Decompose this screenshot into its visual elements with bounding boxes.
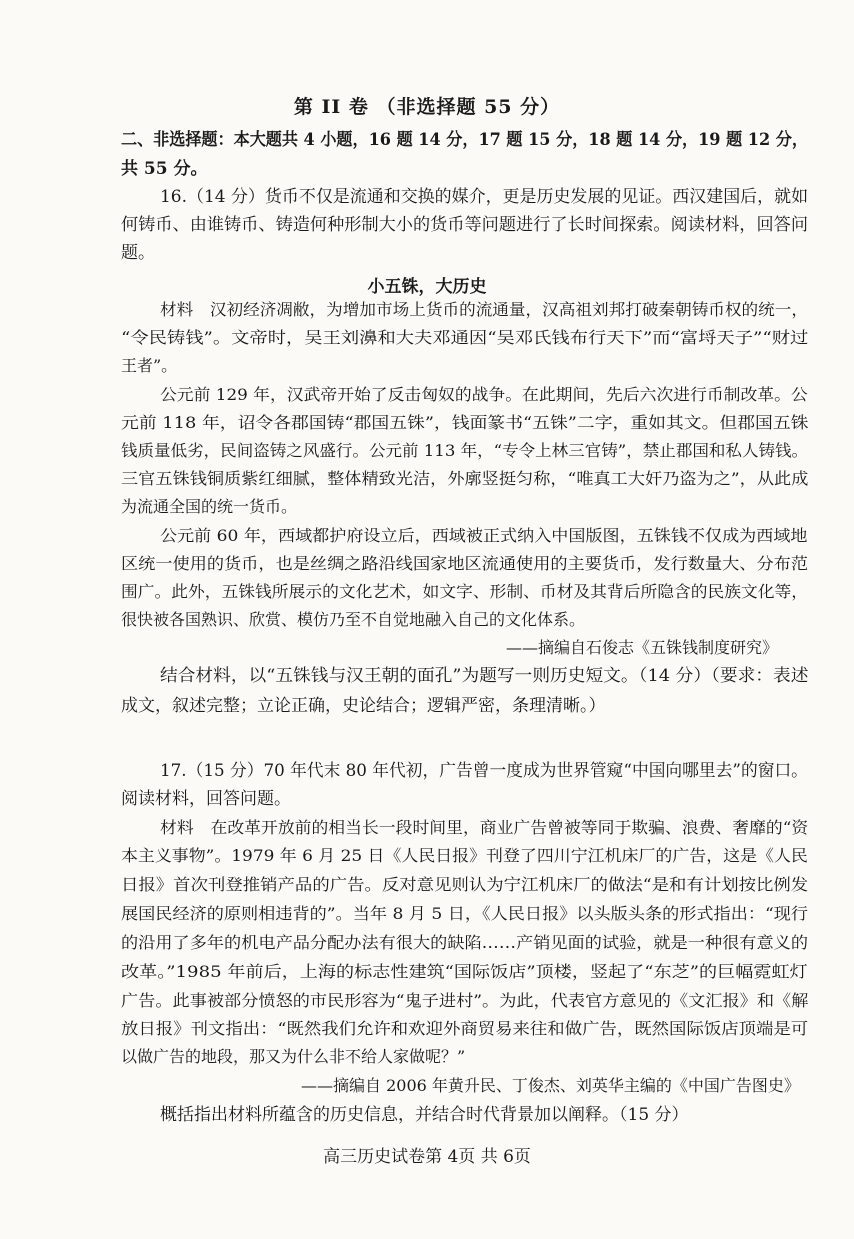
q16-material-title: 小五铢，大历史 <box>367 277 487 297</box>
q16-material-line: 很快被各国熟识、欣赏、模仿乃至不自觉地融入自己的文化体系。 <box>121 610 586 629</box>
q16-material-line: 材料 汉初经济凋敝，为增加市场上货币的流通量，汉高祖刘邦打破秦朝铸币权的统一， <box>160 300 809 319</box>
q17-material-line: 广告。此事被部分愤怒的市民形容为“鬼子进村”。为此，代表官方意见的《文汇报》和《解 <box>121 991 809 1010</box>
q17-material-line: 展国民经济的原则相违背的”。当年 8 月 5 日，《人民日报》以头版头条的形式指出：“现行 <box>121 904 809 923</box>
q17-material-line: 日报》首次刊登推销产品的广告。反对意见则认为宁江机床厂的做法“是和有计划按比例发 <box>121 875 809 894</box>
q16-material-line: 区统一使用的货币，也是丝绸之路沿线国家地区流通使用的主要货币，发行数量大、分布范 <box>121 554 809 573</box>
q16-material-line: 为流通全国的统一货币。 <box>121 497 298 516</box>
q17-material-line: 放日报》刊文指出：“既然我们允许和欢迎外商贸易来往和做广告，既然国际饭店顶端是可 <box>121 1019 809 1038</box>
q17-material-source: ——摘编自 2006 年黄升民、丁俊杰、刘英华主编的《中国广告图史》 <box>301 1076 800 1095</box>
section-instruction-line: 共 55 分。 <box>121 159 208 179</box>
q17-material-line: 的沿用了多年的机电产品分配办法有很大的缺陷……产销见面的试验，就是一种很有意义的 <box>121 933 809 952</box>
q16-material-line: 围广。此外，五铢钱所展示的文化艺术，如文字、形制、币材及其背后所隐含的民族文化等， <box>121 582 809 601</box>
q17-task-line: 概括指出材料所蕴含的历史信息，并结合时代背景加以阐释。（15 分） <box>160 1105 689 1125</box>
section-instruction-line: 二、非选择题：本大题共 4 小题，16 题 14 分，17 题 15 分，18 题 14 分，19 题 12 分， <box>121 130 808 150</box>
q17-intro-line: 阅读材料，回答问题。 <box>121 789 291 809</box>
q17-material-line: 以做广告的地段，那又为什么非不给人家做呢？” <box>121 1047 466 1066</box>
q17-material-line: 本主义事物”。1979 年 6 月 25 日《人民日报》刊登了四川宁江机床厂的广告，这是《人民 <box>121 846 808 865</box>
q16-task-line: 结合材料，以“五铢钱与汉王朝的面孔”为题写一则历史短文。（14 分）（要求：表述 <box>160 666 809 686</box>
q16-material-line: 元前 118 年，诏令各郡国铸“郡国五铢”，钱面篆书“五铢”二字，重如其文。但郡国五铢 <box>121 413 809 432</box>
q16-material-line: 王者”。 <box>121 356 178 375</box>
q16-intro-line: 何铸币、由谁铸币、铸造何种形制大小的货币等问题进行了长时间探索。阅读材料，回答问 <box>121 215 808 235</box>
q17-material-line: 材料 在改革开放前的相当长一段时间里，商业广告曾被等同于欺骗、浪费、奢靡的“资 <box>160 818 809 837</box>
q17-material-line: 改革。”1985 年前后，上海的标志性建筑“国际饭店”顶楼，竖起了“东芝”的巨幅霓虹灯 <box>121 962 808 981</box>
page-footer: 高三历史试卷第 4页 共 6页 <box>323 1147 531 1167</box>
q17-intro-line: 17.（15 分）70 年代末 80 年代初，广告曾一度成为世界管窥“中国向哪里去”的窗口。 <box>160 761 808 781</box>
q16-material-line: 钱质量低劣，民间盗铸之风盛行。公元前 113 年，“专令上林三官铸”，禁止郡国和私人铸钱。 <box>121 441 809 460</box>
q16-intro-line: 题。 <box>121 243 155 263</box>
q16-material-source: ——摘编自石俊志《五铢钱制度研究》 <box>506 638 779 657</box>
q16-material-line: 公元前 129 年，汉武帝开始了反击匈奴的战争。在此期间，先后六次进行币制改革。公 <box>160 385 808 404</box>
q16-material-line: 公元前 60 年，西域都护府设立后，西域被正式纳入中国版图，五铢钱不仅成为西域地 <box>160 526 808 545</box>
q16-material-line: “令民铸钱”。文帝时，吴王刘濞和大夫邓通因“吴邓氏钱布行天下”而“富埒天子”“财过 <box>121 328 809 347</box>
q16-intro-line: 16.（14 分）货币不仅是流通和交换的媒介，更是历史发展的见证。西汉建国后，就如 <box>160 187 809 207</box>
q16-task-line: 成文，叙述完整；立论正确，史论结合；逻辑严密，条理清晰。） <box>121 696 606 716</box>
section-title: 第 II 卷 （非选择题 55 分） <box>293 96 561 118</box>
q16-material-line: 三官五铢钱铜质紫红细腻，整体精致光洁，外廓竖挺匀称，“唯真工大奸乃盗为之”，从此成 <box>121 469 809 488</box>
